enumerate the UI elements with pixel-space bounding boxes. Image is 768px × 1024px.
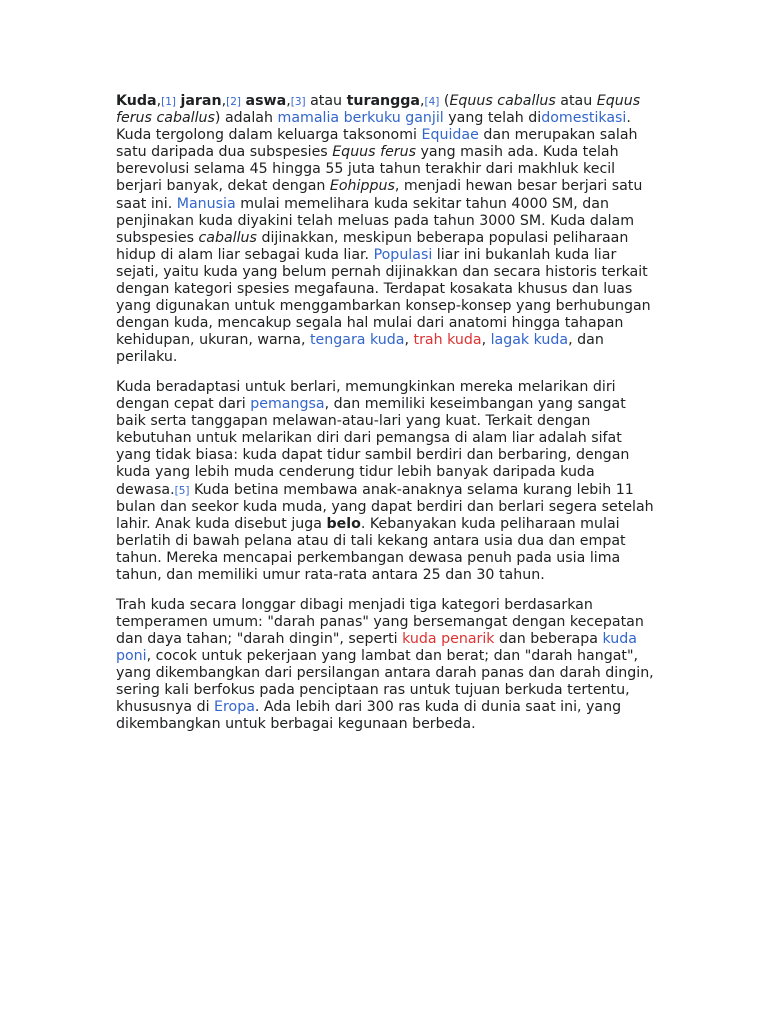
redlink-kuda-penarik[interactable]: kuda penarik — [402, 630, 495, 647]
link-mamalia-berkuku-ganjil[interactable]: mamalia berkuku ganjil — [277, 110, 444, 127]
link-equidae[interactable]: Equidae — [421, 127, 479, 144]
text-span: , dan memiliki keseimbangan yang sangat baik serta tanggapan melawan-atau-lari yang kuat. Terkait dengan kebutuhan untuk melarikan diri dari pemangsa di alam liar adalah sifat yang tidak biasa: kuda dapat tidur sambil berdiri dan berbaring, dengan kuda yang lebih muda cenderung tidur lebih banyak daripada kuda dewasa. — [116, 396, 630, 498]
ref-3-link[interactable]: [3] — [290, 96, 306, 108]
link-pemangsa[interactable]: pemangsa — [250, 396, 325, 413]
text-span: . Kuda tergolong dalam keluarga taksonomi — [116, 110, 631, 144]
text-span: , dan perilaku. — [116, 332, 604, 366]
ref-5[interactable] — [175, 485, 190, 497]
text-span: yang masih ada. Kuda telah berevolusi selama 45 hingga 55 juta tahun terakhir dari makhluk kecil berjari banyak, dekat dengan — [116, 144, 619, 195]
italic-equus-ferus: Equus ferus — [332, 144, 417, 161]
term-jaran: jaran — [180, 93, 222, 109]
ref-4-link[interactable]: [4] — [424, 96, 440, 108]
paragraph-adaptation — [116, 379, 656, 584]
italic-caballus: caballus — [198, 229, 257, 246]
term-kuda: Kuda — [116, 93, 157, 109]
term-turangga: turangga — [346, 93, 421, 109]
text-span: ( — [439, 93, 450, 109]
text-span: . Kebanyakan kuda peliharaan mulai berlatih di bawah pelana atau di tali kekang antara usia dua dan empat tahun. Mereka mencapai perkembangan dewasa penuh pada usia lima tahun, dan memiliki umur rata-rata antara 25 dan 30 tahun. — [116, 515, 626, 584]
article-body — [116, 93, 656, 746]
link-lagak-kuda[interactable]: lagak kuda — [490, 332, 569, 349]
text-span: , — [481, 332, 491, 349]
ref-2[interactable] — [226, 96, 241, 108]
text-span: dan merupakan salah satu daripada dua subspesies — [116, 127, 638, 161]
text-span: Trah kuda secara longgar dibagi menjadi tiga kategori berdasarkan temperamen umum: "darah panas" yang bersemangat dengan kecepatan dan daya tahan; "darah dingin", seperti — [116, 596, 644, 647]
ref-5-link[interactable]: [5] — [174, 484, 190, 497]
text-span: , — [404, 332, 414, 349]
redlink-trah-kuda[interactable]: trah kuda — [413, 332, 482, 349]
italic-equus-caballus: Equus caballus — [449, 93, 556, 109]
text-span: atau — [555, 93, 597, 109]
text-span: yang telah di — [443, 110, 542, 127]
link-manusia[interactable]: Manusia — [176, 195, 236, 212]
ref-4[interactable] — [425, 96, 440, 108]
text-span: mulai memelihara kuda sekitar tahun 4000 SM, dan penjinakan kuda diyakini telah meluas pada tahun 3000 SM. Kuda dalam subspesies — [116, 195, 635, 246]
link-populasi[interactable]: Populasi — [373, 246, 433, 263]
link-domestikasi[interactable]: domestikasi — [541, 110, 627, 127]
text-span: dijinakkan, meskipun beberapa populasi peliharaan hidup di alam liar sebagai kuda liar. — [116, 229, 629, 263]
paragraph-breeds — [116, 597, 656, 734]
text-span: Kuda beradaptasi untuk berlari, memungkinkan mereka melarikan diri dengan cepat dari — [116, 379, 616, 413]
text-span: liar ini bukanlah kuda liar sejati, yaitu kuda yang belum pernah dijinakkan dan secara historis terkait dengan kategori spesies megafauna. Terdapat kosakata khusus dan luas yang digunakan untuk menggambarkan konsep-konsep yang berhubungan dengan kuda, mencakup segala hal mulai dari anatomi hingga tahapan kehidupan, ukuran, warna, — [116, 246, 651, 349]
text-span: atau — [305, 93, 347, 109]
text-span: , menjadi hewan besar berjari satu saat ini. — [116, 178, 643, 212]
ref-3[interactable] — [291, 96, 306, 108]
italic-equus-ferus-caballus: Equus ferus caballus — [116, 93, 641, 127]
italic-eohippus: Eohippus — [329, 178, 395, 195]
text-span: Kuda betina membawa anak-anaknya selama kurang lebih 11 bulan dan seekor kuda muda, yang dapat berdiri dan berlari segera setelah lahir. Anak kuda disebut juga — [116, 481, 654, 532]
ref-1-link[interactable]: [1] — [161, 96, 176, 108]
link-tengara-kuda[interactable]: tengara kuda — [309, 332, 405, 349]
text-span: ) adalah — [214, 110, 278, 127]
text-span: dan beberapa — [494, 630, 603, 647]
link-kuda-poni[interactable]: kuda poni — [116, 630, 637, 664]
ref-2-link[interactable]: [2] — [226, 96, 241, 108]
term-belo: belo — [326, 515, 361, 532]
text-span: , cocok untuk pekerjaan yang lambat dan berat; dan "darah hangat", yang dikembangkan dari persilangan antara darah panas dan darah dingin, sering kali berfokus pada penciptaan ras untuk tujuan berkuda tertentu, khususnya di — [116, 647, 654, 716]
paragraph-intro: Kuda,[1] jaran,[2] aswa,[3] atau turangga,[4] (Equus caballus atau Equus ferus caballus) adalah mamalia berkuku ganjil yang telah didomestikasi. Kuda tergolong dalam keluarga taksonomi Equidae dan merupakan salah satu daripada dua subspesies Equus ferus yang masih ada. Kuda telah berevolusi selama 45 hingga 55 juta tahun terakhir dari makhluk kecil berjari banyak, dekat dengan Eohippus, menjadi hewan besar berjari satu saat ini. Manusia mulai memelihara kuda sekitar tahun 4000 SM, dan penjinakan kuda diyakini telah meluas pada tahun 3000 SM. Kuda dalam subspesies caballus dijinakkan, meskipun beberapa populasi peliharaan hidup di alam liar sebagai kuda liar. Populasi liar ini bukanlah kuda liar sejati, yaitu kuda yang belum pernah dijinakkan dan secara historis terkait dengan kategori spesies megafauna. Terdapat kosakata khusus dan luas yang digunakan untuk menggambarkan konsep-konsep yang berhubungan dengan kuda, mencakup segala hal mulai dari anatomi hingga tahapan kehidupan, ukuran, warna, tengara kuda, trah kuda, lagak kuda, dan perilaku. — [116, 93, 651, 366]
link-eropa[interactable]: Eropa — [214, 699, 255, 716]
term-aswa: aswa — [245, 93, 287, 109]
text-span: . Ada lebih dari 300 ras kuda di dunia saat ini, yang dikembangkan untuk berbagai kegunaan berbeda. — [116, 699, 622, 733]
ref-1[interactable] — [161, 96, 176, 108]
